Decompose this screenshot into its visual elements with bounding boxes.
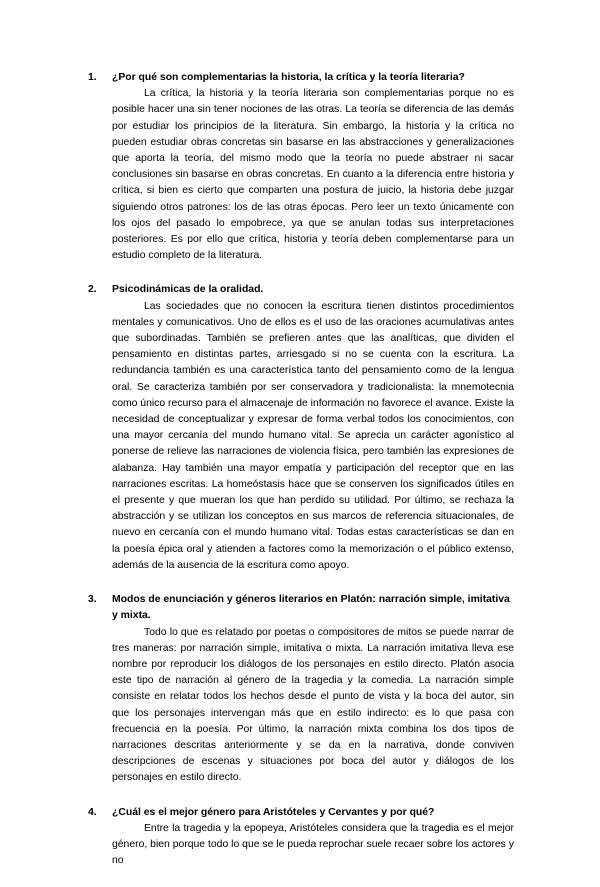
section-title: Modos de enunciación y géneros literarios en Platón: narración simple, imitativa y mixta. (112, 594, 510, 622)
section-title: ¿Cuál es el mejor género para Aristóteles y Cervantes y por qué? (112, 806, 435, 818)
section-number: 1. (88, 72, 97, 83)
section-body: Las sociedades que no conocen la escritura tienen distintos procedimientos mentales y comunicativos. Uno de ellos es el uso de las oraciones acumulativas antes que subordinadas. También se prefieren antes que las analíticas, que dividen el pensamiento en distintas partes, arriesgado si no se cuenta con la escritura. La redundancia también es una característica tanto del pensamiento como de la lengua oral. Se caracteriza también por ser conservadora y tradicionalista: la mnemotecnia como único recurso para el almacenaje de información no favorece el avance. Existe la necesidad de conceptualizar y expresar de forma verbal todos los conocimientos, con una mayor cercanía del mundo humano vital. Se aprecia un carácter agonístico al ponerse de relieve las narraciones de violencia física, pero también las expresiones de alabanza. Hay también una mayor empatía y participación del receptor que en las narraciones escritas. La homeóstasis hace que se conserven los significados útiles en el presente y que mueran los que han perdido su utilidad. Por último, se rechaza la abstracción y se utilizan los conceptos en sus marcos de referencia situacionales, de nuevo en cercanía con el mundo humano vital. Todas estas características se dan en la poesía épica oral y atienden a factores como la memorización o el público extenso, además de la ausencia de la escritura como apoyo. (112, 300, 514, 571)
section-number: 4. (88, 806, 97, 818)
section-title: ¿Por qué son complementarias la historia, la crítica y la teoría literaria? (112, 72, 465, 83)
section-1 (88, 70, 514, 264)
section-title: Psicodinámicas de la oralidad. (112, 284, 264, 296)
section-body: La crítica, la historia y la teoría literaria son complementarias porque no es posible hacer una sin tener nociones de las otras. La teoría se diferencia de las demás por estudiar los principios de la literatura. Sin embargo, la historia y la crítica no pueden estudiar obras concretas sin basarse en las abstracciones y generalizaciones que aporta la teoría, del mismo modo que la teoría no puede abstraer ni sacar conclusiones sin basarse en obras concretas. En cuanto a la diferencia entre historia y crítica, si bien es cierto que comparten una postura de juicio, la historia debe juzgar siguiendo otros patrones: los de las otras épocas. Pero leer un texto únicamente con los ojos del pasado lo empobrece, ya que se anulan todas sus interpretaciones posteriores. Es por ello que crítica, historia y teoría deben complementarse para un estudio completo de la literatura. (112, 88, 514, 262)
section-heading (88, 282, 514, 298)
section-number: 3. (88, 594, 97, 606)
document-page (88, 70, 514, 887)
section-number: 2. (88, 284, 97, 296)
section-heading (88, 805, 514, 821)
section-body: Entre la tragedia y la epopeya, Aristóteles considera que la tragedia es el mejor género, bien porque todo lo que se le pueda reprochar suele recaer sobre los actores y no (112, 822, 514, 867)
section-2 (88, 282, 514, 574)
section-body: Todo lo que es relatado por poetas o compositores de mitos se puede narrar de tres maneras: por narración simple, imitativa o mixta. La narración imitativa lleva ese nombre por reproducir los diálogos de los personajes en estilo directo. Platón asocia este tipo de narración al género de la tragedia y la comedia. La narración simple consiste en relatar todos los hechos desde el punto de vista y la boca del autor, sin que los personajes intervengan más que en estilo indirecto: es lo que pasa con frecuencia en la poesía. Por último, la narración mixta combina los dos tipos de narraciones descritas anteriormente y se da en la narrativa, donde conviven descripciones de escenas y situaciones por boca del autor y diálogos de los personajes en estilo directo. (112, 626, 514, 784)
section-heading (88, 592, 514, 624)
section-3 (88, 592, 514, 786)
section-heading (88, 70, 514, 86)
section-4 (88, 805, 514, 870)
